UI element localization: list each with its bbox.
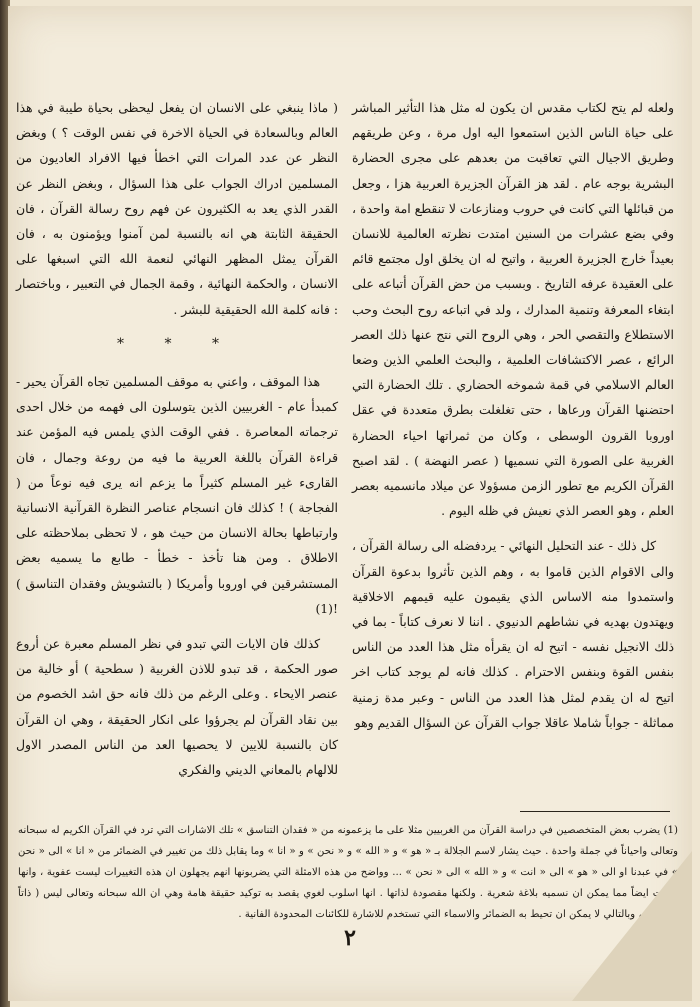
- right-paragraph-1: ولعله لم يتح لكتاب مقدس ان يكون له مثل هذا التأثير المباشر على حياة الناس الذين استمعوا اليه اول مرة ، وعن طريقهم وطريق الاجيال التي تعاقبت من بعدهم على مجرى الحضارة البشرية بوجه عام . لقد هز القرآن الجزيرة العربية هزا ، وجعل من قبائلها التي كانت في حروب ومنازعات لا تنقطع امة واحدة ، وفي بضع عشرات من السنين امتدت نظرته العالمية للانسان بعيداً خارج الجزيرة العربية ، واتيح له ان يخلق اول مجتمع قائم على العقيدة عرفه التاريخ . وبسبب من حض القرآن أتباعه على ابتغاء المعرفة وتنمية المدارك ، ولد في اتباعه روح البحث وحب الاستطلاع والتقصي الحر ، وهي الروح التي نتج عنها ذلك العصر الرائع ، عصر الاكتشافات العلمية ، والبحث العلمي الذين وضعا العالم الاسلامي في قمة شموخه الحضاري . تلك الحضارة التي احتضنها القرآن ورعاها ، حتى تغلغلت بطرق متعددة في عقل اوروبا القرون الوسطى ، وكان من ثمراتها احياء الحضارة الغربية على الصورة التي نسميها ( عصر النهضة ) . لقد اصبح القرآن الكريم مع تطور الزمن مسؤولا عن ميلاد مانسميه بعصر العلم ، وهو العصر الذي نعيش في ظله اليوم .: [352, 100, 674, 519]
- footnote: (1) يضرب بعض المتخصصين في دراسة القرآن من الغربيين مثلا على ما يزعمونه من « فقدان التناسق » تلك الاشارات التي ترد في القرآن الكريم له سبحانه وتعالى واحياناً في جملة واحدة . حيث يشار لاسم الجلالة بـ « هو » و « الله » و « نحن » و « انا » وما يقابل ذلك من تغيير في الضمائر من « انا » الى « نحن » في عبدنا او الى « هو » الى « انت » و « الله » الى « نحن » ... وواضح من هذه الامثلة التي يضربونها انهم يجهلون ان هذه التغييرات ليست عفوية ، وانها ليست ايضاً مما يمكن ان نسميه بلاغة شعرية . ولكنها مقصودة لذاتها . انها اسلوب لغوي يقصد به توكيد حقيقة هامة وهي ان الله سبحانه وتعالى ليس ( ذاتاً بشرية ) ، وبالتالي لا يمكن ان تحيط به الضمائر والاسماء التي تستخدم للاشارة للكائنات المحدودة الفانية .: [18, 825, 678, 920]
- footnote-rule: [520, 811, 670, 812]
- right-paragraph-2: كل ذلك - عند التحليل النهائي - يردفضله الى رسالة القرآن ، والى الاقوام الذين قاموا به ، وهم الذين تأثروا بدعوة القرآن واستمدوا منه الاساس الذي يقيمون عليه قيمهم الاخلاقية ويهتدون بهديه في نشاطهم الدنيوي . اننا لا نعرف كتاباً - بما في ذلك الانجيل نفسه - اتيح له ان يقرأه مثل هذا العدد من الناس بنفس القوة وبنفس الاحترام . كذلك فانه لم يوجد كتاب اخر اتيح له ان يقدم لمثل هذا العدد من الناس - وعبر مدة زمنية مماثلة - جواباً شاملا عاقلا جواب القرآن عن السؤال القديم وهو: [352, 538, 674, 730]
- left-paragraph-3: كذلك فان الايات التي تبدو في نظر المسلم معبرة عن أروع صور الحكمة ، قد تبدو للاذن الغربية ( سطحية ) أو خالية من عنصر الايحاء . وعلى الرغم من ذلك فانه حق اشد الخصوم من بين نقاد القرآن لم يجرؤوا على انكار الحقيقة ، وهي ان القرآن كان بالنسبة للايين لا يحصيها العد من الناس المصدر الاول للالهام بالمعاني الديني والفكري: [16, 636, 338, 778]
- section-separator: * * *: [117, 335, 237, 352]
- left-paragraph-2: هذا الموقف ، واعني به موقف المسلمين تجاه القرآن يحير - كمبدأ عام - الغربيين الذين يتوسلون الى فهمه من خلال احدى ترجماته المعاصرة . ففي الوقت الذي يلمس فيه المؤمن عند قراءة القرآن باللغة العربية ما فيه من روعة وجمال ، فان القارىء غير المسلم كثيراً ما يزعم انه يرى فيه نوعاً من ( الفجاجة ) ! كذلك فان انسجام عناصر النظرة القرآنية الانسانية وارتباطها بحالة الانسان من حيث هو ، لا تحظى بملاحظته على الاطلاق . ومن هنا تأخذ - خطأ - طابع ما يسميه بعض المستشرقين في اوروبا وأمريكا ( بالتشويش وفقدان التناسق ) !(1): [16, 374, 338, 616]
- folded-corner: [572, 851, 692, 1001]
- left-paragraph-intro: ( ماذا ينبغي على الانسان ان يفعل ليحظى بحياة طيبة في هذا العالم وبالسعادة في الحياة الاخرة في نفس الوقت ؟ ) وبغض النظر عن عدد المرات التي اخطأ فيها الافراد العاديون من المسلمين ادراك الجواب على هذا السؤال ، وبغض النظر عن القدر الذي يعد به الكثيرون عن فهم روح رسالة القرآن ، فان الحقيقة الثابتة هي انه بالنسبة لمن آمنوا ويؤمنون به ، فان القرآن يمثل المظهر النهائي لنعمة الله التي اسبغها على الانسان ، والحكمة النهائية ، وقمة الجمال في التعبير ، وباختصار : فانه كلمة الله الحقيقية للبشر .: [16, 100, 338, 317]
- left-column: [16, 95, 338, 792]
- page-number: ٢: [344, 925, 356, 951]
- right-column: [352, 95, 674, 745]
